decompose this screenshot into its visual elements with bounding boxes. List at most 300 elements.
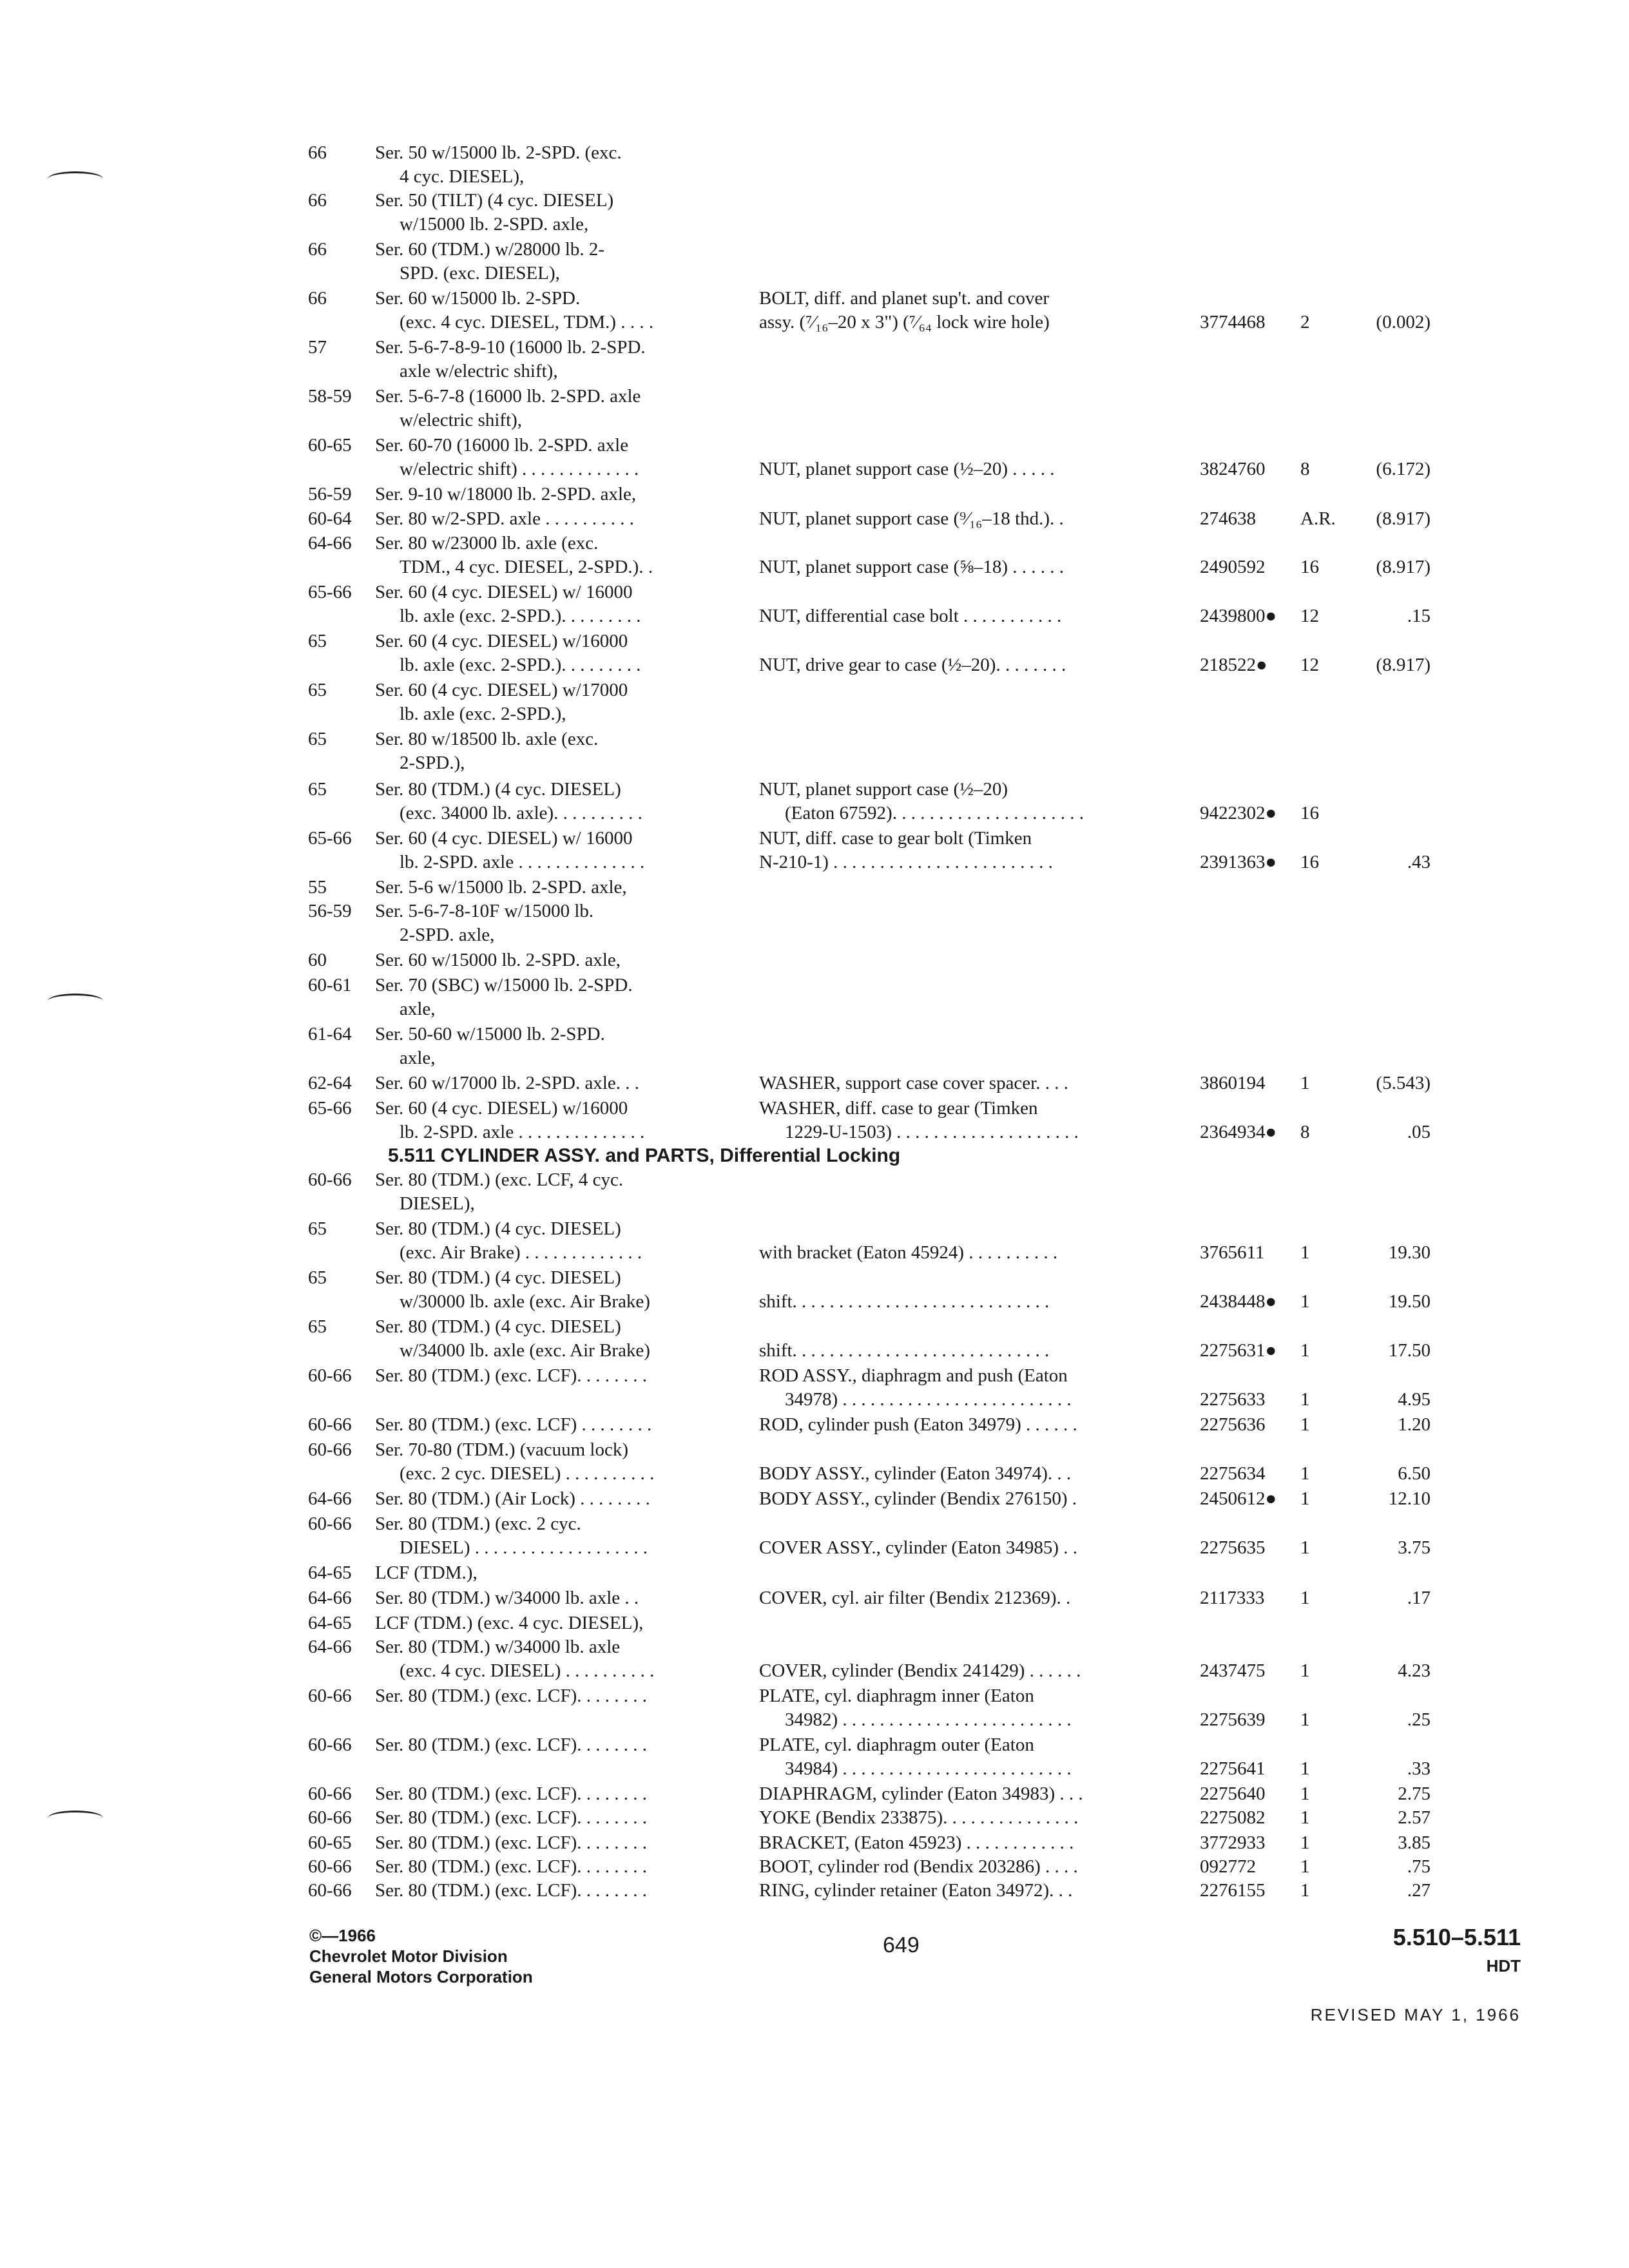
price: .27 [1407, 1880, 1431, 1901]
price: 12.10 [1388, 1488, 1431, 1509]
quantity: 1 [1300, 1340, 1310, 1361]
part-number: 2275633 [1200, 1389, 1266, 1410]
application: Ser. 60 (4 cyc. DIESEL) w/16000 [375, 631, 628, 651]
quantity: 2 [1300, 312, 1310, 332]
application: Ser. 5-6-7-8-10F w/15000 lb. [375, 901, 594, 921]
application: Ser. 80 (TDM.) (exc. LCF). . . . . . . . [375, 1880, 648, 1901]
quantity: 1 [1300, 1073, 1310, 1093]
application: Ser. 80 w/23000 lb. axle (exc. [375, 533, 599, 553]
model-years: 64-66 [308, 1588, 352, 1608]
application: 2-SPD.), [400, 753, 465, 773]
part-description: BRACKET, (Eaton 45923) . . . . . . . . . . . . [759, 1832, 1074, 1853]
application: Ser. 50 (TILT) (4 cyc. DIESEL) [375, 190, 614, 211]
quantity: 8 [1300, 459, 1310, 479]
model-years: 60-65 [308, 1832, 352, 1853]
part-number: 2275639 [1200, 1709, 1266, 1730]
application: Ser. 60 (4 cyc. DIESEL) w/16000 [375, 1098, 628, 1119]
list-item [0, 1535, 1629, 1560]
list-item [0, 801, 1629, 825]
application: Ser. 5-6-7-8-9-10 (16000 lb. 2-SPD. [375, 337, 646, 358]
price: (5.543) [1376, 1073, 1431, 1093]
part-description: (Eaton 67592). . . . . . . . . . . . . . . . . . . . . [785, 803, 1084, 823]
part-description: NUT, planet support case (½–20) [759, 779, 1008, 800]
page-number: 649 [883, 1933, 920, 1957]
model-years: 56-59 [308, 484, 352, 505]
list-item [0, 1611, 1629, 1635]
list-item [0, 1805, 1629, 1830]
list-item [0, 237, 1629, 262]
list-item [0, 678, 1629, 702]
part-number: 2364934● [1200, 1122, 1277, 1142]
quantity: 1 [1300, 1537, 1310, 1558]
model-years: 60-66 [308, 1735, 352, 1755]
application: w/30000 lb. axle (exc. Air Brake) [400, 1291, 650, 1312]
list-item [0, 457, 1629, 481]
list-item [0, 1854, 1629, 1879]
list-item [0, 751, 1629, 775]
quantity: 1 [1300, 1389, 1310, 1410]
price: .17 [1407, 1588, 1431, 1608]
copyright: ©—1966 [309, 1926, 376, 1945]
application: Ser. 80 (TDM.) (exc. LCF) . . . . . . . . [375, 1414, 652, 1435]
application: LCF (TDM.) (exc. 4 cyc. DIESEL), [375, 1613, 644, 1633]
model-years: 65-66 [308, 828, 352, 849]
list-item [0, 286, 1629, 311]
list-item [0, 1240, 1629, 1265]
corporation-name: General Motors Corporation [309, 1967, 533, 1986]
list-item [0, 1561, 1629, 1585]
list-item [0, 1191, 1629, 1216]
model-years: 60-66 [308, 1686, 352, 1706]
list-item [0, 531, 1629, 555]
application: (exc. 2 cyc. DIESEL) . . . . . . . . . . [400, 1463, 655, 1484]
model-years: 60-66 [308, 1807, 352, 1828]
list-item [0, 1265, 1629, 1290]
application: lb. axle (exc. 2-SPD.). . . . . . . . . [400, 655, 641, 675]
price: 4.23 [1398, 1660, 1431, 1681]
application: Ser. 80 (TDM.) (Air Lock) . . . . . . . . [375, 1488, 650, 1509]
application: DIESEL) . . . . . . . . . . . . . . . . . . . [400, 1537, 648, 1558]
list-item [0, 1046, 1629, 1070]
list-item [0, 850, 1629, 874]
price: (0.002) [1376, 312, 1431, 332]
list-item [0, 923, 1629, 947]
section-range: 5.510–5.511 [1393, 1924, 1521, 1950]
model-years: 60-61 [308, 975, 352, 995]
part-description: NUT, drive gear to case (½–20). . . . . . . . [759, 655, 1066, 675]
application: Ser. 80 (TDM.) w/34000 lb. axle [375, 1637, 621, 1657]
list-item [0, 629, 1629, 653]
model-years: 60-66 [308, 1414, 352, 1435]
application: Ser. 60 (TDM.) w/28000 lb. 2- [375, 239, 605, 260]
list-item [0, 997, 1629, 1021]
list-item [0, 482, 1629, 506]
part-description: with bracket (Eaton 45924) . . . . . . . . . . [759, 1242, 1058, 1263]
application: lb. 2-SPD. axle . . . . . . . . . . . . . . [400, 852, 645, 872]
list-item [0, 1782, 1629, 1806]
application: Ser. 80 (TDM.) (4 cyc. DIESEL) [375, 1218, 621, 1239]
quantity: A.R. [1300, 508, 1336, 529]
application: w/34000 lb. axle (exc. Air Brake) [400, 1340, 650, 1361]
part-number: 2117333 [1200, 1588, 1265, 1608]
model-years: 57 [308, 337, 327, 358]
part-description: NUT, planet support case (½–20) . . . . . [759, 459, 1055, 479]
part-description: BOLT, diff. and planet sup't. and cover [759, 288, 1050, 309]
model-years: 65-66 [308, 1098, 352, 1119]
part-description: YOKE (Bendix 233875). . . . . . . . . . . . . . . [759, 1807, 1079, 1828]
application: Ser. 80 w/18500 lb. axle (exc. [375, 729, 599, 749]
application: (exc. 4 cyc. DIESEL, TDM.) . . . . [400, 312, 654, 332]
model-years: 65 [308, 729, 327, 749]
model-years: 60-66 [308, 1856, 352, 1877]
part-description: COVER ASSY., cylinder (Eaton 34985) . . [759, 1537, 1078, 1558]
list-item [0, 1733, 1629, 1757]
application: w/electric shift), [400, 410, 523, 430]
quantity: 1 [1300, 1463, 1310, 1484]
list-item [0, 310, 1629, 334]
list-item [0, 1412, 1629, 1437]
list-item [0, 212, 1629, 236]
part-description: WASHER, support case cover spacer. . . . [759, 1073, 1068, 1093]
list-item [0, 1586, 1629, 1610]
quantity: 1 [1300, 1880, 1310, 1901]
application: Ser. 70-80 (TDM.) (vacuum lock) [375, 1439, 629, 1460]
list-item [0, 1168, 1629, 1192]
model-years: 62-64 [308, 1073, 352, 1093]
application: Ser. 80 (TDM.) (4 cyc. DIESEL) [375, 779, 621, 800]
quantity: 1 [1300, 1488, 1310, 1509]
model-years: 66 [308, 190, 327, 211]
application: DIESEL), [400, 1193, 475, 1214]
model-years: 65 [308, 1267, 327, 1288]
quantity: 1 [1300, 1783, 1310, 1804]
price: (6.172) [1376, 459, 1431, 479]
list-item [0, 899, 1629, 923]
model-years: 60-65 [308, 435, 352, 456]
quantity: 16 [1300, 803, 1319, 823]
model-years: 60-66 [308, 1514, 352, 1534]
model-years: 64-65 [308, 1562, 352, 1583]
application: Ser. 80 (TDM.) (exc. LCF). . . . . . . . [375, 1856, 648, 1877]
price: (8.917) [1376, 557, 1431, 577]
quantity: 1 [1300, 1807, 1310, 1828]
list-item [0, 164, 1629, 189]
application: (exc. 34000 lb. axle). . . . . . . . . . [400, 803, 642, 823]
application: Ser. 80 (TDM.) (4 cyc. DIESEL) [375, 1316, 621, 1337]
part-number: 3772933 [1200, 1832, 1266, 1853]
division-name: Chevrolet Motor Division [309, 1946, 508, 1966]
application: Ser. 80 (TDM.) (exc. LCF). . . . . . . . [375, 1832, 648, 1853]
part-description: NUT, diff. case to gear bolt (Timken [759, 828, 1032, 849]
application: (exc. 4 cyc. DIESEL) . . . . . . . . . . [400, 1660, 655, 1681]
model-years: 60-64 [308, 508, 352, 529]
list-item [0, 604, 1629, 628]
part-description: 1229-U-1503) . . . . . . . . . . . . . . . . . . . . [785, 1122, 1079, 1142]
part-number: 2276155 [1200, 1880, 1266, 1901]
part-description: ROD ASSY., diaphragm and push (Eaton [759, 1365, 1068, 1386]
price: 3.75 [1398, 1537, 1431, 1558]
list-item [0, 1831, 1629, 1855]
application: TDM., 4 cyc. DIESEL, 2-SPD.). . [400, 557, 653, 577]
model-years: 60-66 [308, 1169, 352, 1190]
binder-mark [48, 1811, 103, 1825]
price: 17.50 [1388, 1340, 1431, 1361]
application: Ser. 80 (TDM.) (exc. LCF). . . . . . . . [375, 1783, 648, 1804]
application: Ser. 60 (4 cyc. DIESEL) w/17000 [375, 680, 628, 700]
model-years: 66 [308, 239, 327, 260]
part-description: PLATE, cyl. diaphragm outer (Eaton [759, 1735, 1034, 1755]
part-description: 34984) . . . . . . . . . . . . . . . . . . . . . . . . . [785, 1758, 1072, 1779]
part-number: 2275641 [1200, 1758, 1266, 1779]
price: 6.50 [1398, 1463, 1431, 1484]
list-item [0, 777, 1629, 802]
list-item [0, 555, 1629, 579]
part-description: COVER, cylinder (Bendix 241429) . . . . . . [759, 1660, 1081, 1681]
application: Ser. 80 (TDM.) (exc. LCF, 4 cyc. [375, 1169, 624, 1190]
quantity: 16 [1300, 557, 1319, 577]
list-item [0, 973, 1629, 997]
model-years: 64-66 [308, 1637, 352, 1657]
model-years: 65-66 [308, 582, 352, 602]
list-item [0, 506, 1629, 531]
list-item [0, 875, 1629, 899]
list-item [0, 261, 1629, 285]
quantity: 1 [1300, 1856, 1310, 1877]
part-number: 2438448● [1200, 1291, 1277, 1312]
list-item [0, 1387, 1629, 1412]
part-description: BODY ASSY., cylinder (Eaton 34974). . . [759, 1463, 1072, 1484]
price: 2.57 [1398, 1807, 1431, 1828]
model-years: 60 [308, 950, 327, 970]
list-item [0, 727, 1629, 751]
list-item [0, 948, 1629, 972]
application: Ser. 80 (TDM.) (exc. LCF). . . . . . . . [375, 1735, 648, 1755]
application: 2-SPD. axle, [400, 925, 495, 945]
binder-mark [48, 994, 103, 1008]
application: axle, [400, 1048, 436, 1068]
application: w/15000 lb. 2-SPD. axle, [400, 214, 589, 235]
list-item [0, 1635, 1629, 1659]
price: 2.75 [1398, 1783, 1431, 1804]
list-item [0, 1437, 1629, 1462]
model-years: 64-66 [308, 1488, 352, 1509]
quantity: 1 [1300, 1832, 1310, 1853]
list-item [0, 1756, 1629, 1781]
list-item [0, 702, 1629, 726]
model-years: 56-59 [308, 901, 352, 921]
price: (8.917) [1376, 508, 1431, 529]
model-years: 65 [308, 779, 327, 800]
application: LCF (TDM.), [375, 1562, 477, 1583]
part-description: NUT, planet support case (⅝–18) . . . . . . [759, 557, 1065, 577]
model-years: 60-66 [308, 1783, 352, 1804]
part-number: 218522● [1200, 655, 1268, 675]
part-description: WASHER, diff. case to gear (Timken [759, 1098, 1038, 1119]
application: lb. axle (exc. 2-SPD.), [400, 704, 566, 724]
quantity: 1 [1300, 1660, 1310, 1681]
part-description: BOOT, cylinder rod (Bendix 203286) . . . . [759, 1856, 1078, 1877]
list-item [0, 1363, 1629, 1388]
revision-date: REVISED MAY 1, 1966 [1310, 2005, 1521, 2024]
application: Ser. 50 w/15000 lb. 2-SPD. (exc. [375, 142, 622, 163]
list-item [0, 1707, 1629, 1732]
quantity: 1 [1300, 1758, 1310, 1779]
quantity: 8 [1300, 1122, 1310, 1142]
part-number: 2275631● [1200, 1340, 1277, 1361]
list-item [0, 1120, 1629, 1144]
application: axle, [400, 999, 436, 1019]
list-item [0, 188, 1629, 213]
model-years: 66 [308, 288, 327, 309]
price: .15 [1407, 606, 1431, 626]
quantity: 1 [1300, 1588, 1310, 1608]
section-tag: HDT [1486, 1956, 1521, 1975]
part-description: DIAPHRAGM, cylinder (Eaton 34983) . . . [759, 1783, 1083, 1804]
list-item [0, 1461, 1629, 1486]
part-description: PLATE, cyl. diaphragm inner (Eaton [759, 1686, 1034, 1706]
quantity: 1 [1300, 1414, 1310, 1435]
price: .75 [1407, 1856, 1431, 1877]
part-number: 2439800● [1200, 606, 1277, 626]
application: lb. 2-SPD. axle . . . . . . . . . . . . . . [400, 1122, 645, 1142]
part-number: 2275634 [1200, 1463, 1266, 1484]
application: (exc. Air Brake) . . . . . . . . . . . . . [400, 1242, 642, 1263]
part-number: 2450612● [1200, 1488, 1277, 1509]
model-years: 65 [308, 680, 327, 700]
list-item [0, 433, 1629, 457]
quantity: 1 [1300, 1291, 1310, 1312]
price: .43 [1407, 852, 1431, 872]
quantity: 1 [1300, 1709, 1310, 1730]
section-heading: 5.511 CYLINDER ASSY. and PARTS, Differential Locking [388, 1145, 901, 1166]
list-item [0, 140, 1629, 165]
model-years: 61-64 [308, 1024, 352, 1044]
list-item [0, 1022, 1629, 1046]
price: 4.95 [1398, 1389, 1431, 1410]
list-item [0, 826, 1629, 850]
model-years: 65 [308, 631, 327, 651]
model-years: 60-66 [308, 1880, 352, 1901]
quantity: 12 [1300, 655, 1319, 675]
part-number: 2275636 [1200, 1414, 1266, 1435]
price: 3.85 [1398, 1832, 1431, 1853]
list-item [0, 1096, 1629, 1120]
list-item [0, 359, 1629, 383]
part-number: 9422302● [1200, 803, 1277, 823]
model-years: 60-66 [308, 1439, 352, 1460]
list-item [0, 384, 1629, 408]
part-description: NUT, planet support case (⁹⁄₁₆–18 thd.). . [759, 508, 1064, 529]
application: Ser. 80 (TDM.) (4 cyc. DIESEL) [375, 1267, 621, 1288]
list-item [0, 1658, 1629, 1683]
application: Ser. 80 (TDM.) (exc. LCF). . . . . . . . [375, 1807, 648, 1828]
list-item [0, 580, 1629, 604]
application: Ser. 50-60 w/15000 lb. 2-SPD. [375, 1024, 605, 1044]
part-number: 3860194 [1200, 1073, 1266, 1093]
part-number: 2275635 [1200, 1537, 1266, 1558]
part-description: shift. . . . . . . . . . . . . . . . . . . . . . . . . . . . [759, 1291, 1050, 1312]
part-number: 2490592 [1200, 557, 1266, 577]
part-number: 2275640 [1200, 1783, 1266, 1804]
application: Ser. 60 w/15000 lb. 2-SPD. [375, 288, 581, 309]
model-years: 65 [308, 1316, 327, 1337]
price: .05 [1407, 1122, 1431, 1142]
application: Ser. 9-10 w/18000 lb. 2-SPD. axle, [375, 484, 637, 505]
price: 19.50 [1388, 1291, 1431, 1312]
list-item [0, 1684, 1629, 1708]
model-years: 64-66 [308, 533, 352, 553]
application: Ser. 80 (TDM.) (exc. LCF). . . . . . . . [375, 1365, 648, 1386]
price: (8.917) [1376, 655, 1431, 675]
binder-mark [48, 171, 103, 186]
list-item [0, 335, 1629, 360]
list-item [0, 1071, 1629, 1095]
price: .33 [1407, 1758, 1431, 1779]
part-number: 274638 [1200, 508, 1256, 529]
list-item [0, 408, 1629, 432]
part-number: 3824760 [1200, 459, 1266, 479]
application: Ser. 60 w/17000 lb. 2-SPD. axle. . . [375, 1073, 640, 1093]
part-number: 2275082 [1200, 1807, 1266, 1828]
application: Ser. 80 (TDM.) (exc. 2 cyc. [375, 1514, 581, 1534]
application: Ser. 5-6 w/15000 lb. 2-SPD. axle, [375, 877, 627, 898]
application: lb. axle (exc. 2-SPD.). . . . . . . . . [400, 606, 641, 626]
part-number: 092772 [1200, 1856, 1256, 1877]
list-item [0, 1512, 1629, 1536]
part-description: BODY ASSY., cylinder (Bendix 276150) . [759, 1488, 1077, 1509]
quantity: 1 [1300, 1242, 1310, 1263]
application: Ser. 80 (TDM.) w/34000 lb. axle . . [375, 1588, 639, 1608]
list-item [0, 1314, 1629, 1339]
application: Ser. 80 w/2-SPD. axle . . . . . . . . . . [375, 508, 634, 529]
part-description: COVER, cyl. air filter (Bendix 212369). . [759, 1588, 1071, 1608]
application: 4 cyc. DIESEL), [400, 166, 525, 187]
model-years: 66 [308, 142, 327, 163]
application: Ser. 5-6-7-8 (16000 lb. 2-SPD. axle [375, 386, 641, 407]
quantity: 12 [1300, 606, 1319, 626]
part-description: 34982) . . . . . . . . . . . . . . . . . . . . . . . . . [785, 1709, 1072, 1730]
application: axle w/electric shift), [400, 361, 558, 381]
list-item [0, 1338, 1629, 1363]
list-item [0, 1216, 1629, 1241]
model-years: 55 [308, 877, 327, 898]
part-number: 3774468 [1200, 312, 1266, 332]
application: SPD. (exc. DIESEL), [400, 263, 560, 284]
part-description: assy. (⁷⁄₁₆–20 x 3") (⁷⁄₆₄ lock wire hole) [759, 312, 1050, 332]
model-years: 60-66 [308, 1365, 352, 1386]
application: Ser. 60 (4 cyc. DIESEL) w/ 16000 [375, 828, 633, 849]
list-item [0, 1289, 1629, 1314]
application: Ser. 70 (SBC) w/15000 lb. 2-SPD. [375, 975, 633, 995]
footer-publisher [309, 1925, 533, 1987]
list-item [0, 1878, 1629, 1903]
application: Ser. 60 w/15000 lb. 2-SPD. axle, [375, 950, 621, 970]
part-description: N-210-1) . . . . . . . . . . . . . . . . . . . . . . . . [759, 852, 1053, 872]
list-item [0, 653, 1629, 677]
part-description: RING, cylinder retainer (Eaton 34972). . . [759, 1880, 1073, 1901]
price: .25 [1407, 1709, 1431, 1730]
part-number: 2437475 [1200, 1660, 1266, 1681]
application: Ser. 80 (TDM.) (exc. LCF). . . . . . . . [375, 1686, 648, 1706]
model-years: 64-65 [308, 1613, 352, 1633]
list-item [0, 1486, 1629, 1511]
application: Ser. 60-70 (16000 lb. 2-SPD. axle [375, 435, 629, 456]
part-description: ROD, cylinder push (Eaton 34979) . . . . . . [759, 1414, 1077, 1435]
part-number: 2391363● [1200, 852, 1277, 872]
application: w/electric shift) . . . . . . . . . . . . . [400, 459, 639, 479]
part-description: 34978) . . . . . . . . . . . . . . . . . . . . . . . . . [785, 1389, 1072, 1410]
model-years: 65 [308, 1218, 327, 1239]
